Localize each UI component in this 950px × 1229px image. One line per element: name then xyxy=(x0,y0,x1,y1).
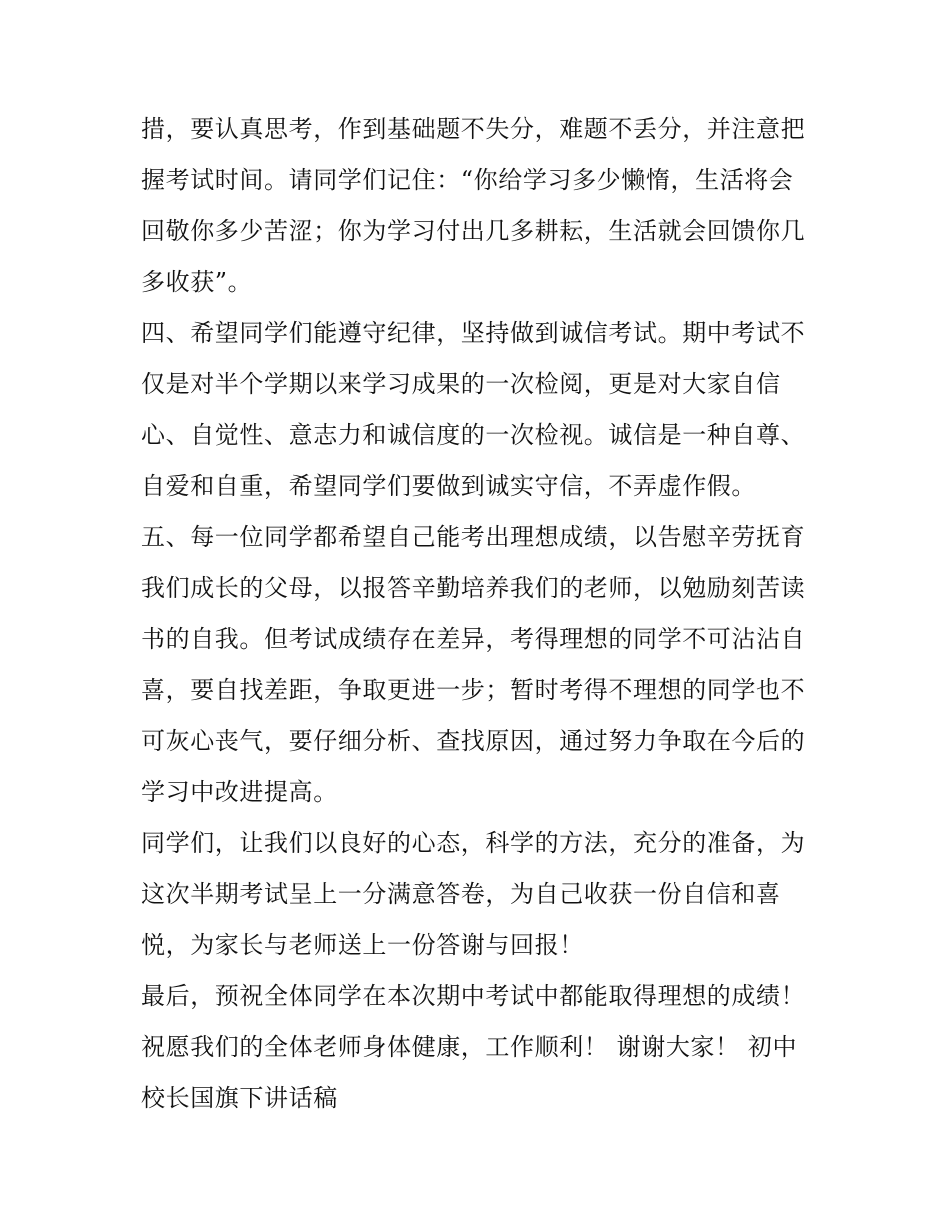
text-line: 同学们，让我们以良好的心态，科学的方法，充分的准备，为 xyxy=(141,829,806,857)
text-line: 学习中改进提高。 xyxy=(141,778,338,806)
text-line: 心、自觉性、意志力和诚信度的一次检视。诚信是一种自尊、 xyxy=(141,421,806,449)
text-line: 我们成长的父母，以报答辛勤培养我们的老师，以勉励刻苦读 xyxy=(141,574,806,602)
text-line: 可灰心丧气，要仔细分析、查找原因，通过努力争取在今后的 xyxy=(141,727,806,755)
text-line: 多收获”。 xyxy=(141,268,253,296)
text-line: 喜，要自找差距，争取更进一步；暂时考得不理想的同学也不 xyxy=(141,676,806,704)
text-line: 悦，为家长与老师送上一份答谢与回报！ xyxy=(141,931,584,959)
text-line: 仅是对半个学期以来学习成果的一次检阅，更是对大家自信 xyxy=(141,370,781,398)
text-line: 校长国旗下讲话稿 xyxy=(141,1084,338,1112)
text-line: 最后，预祝全体同学在本次期中考试中都能取得理想的成绩！ xyxy=(141,982,806,1010)
text-line: 四、希望同学们能遵守纪律，坚持做到诚信考试。期中考试不 xyxy=(141,319,806,347)
text-line: 这次半期考试呈上一分满意答卷，为自己收获一份自信和喜 xyxy=(141,880,781,908)
text-line: 五、每一位同学都希望自己能考出理想成绩，以告慰辛劳抚育 xyxy=(141,523,806,551)
text-line: 措，要认真思考，作到基础题不失分，难题不丢分，并注意把 xyxy=(141,115,806,143)
document-body xyxy=(141,104,821,1124)
text-line: 回敬你多少苦涩；你为学习付出几多耕耘，生活就会回馈你几 xyxy=(141,217,806,245)
text-line: 自爱和自重，希望同学们要做到诚实守信，不弄虚作假。 xyxy=(141,472,756,500)
text-line: 握考试时间。请同学们记住：“你给学习多少懒惰，生活将会 xyxy=(141,166,794,194)
text-line: 书的自我。但考试成绩存在差异，考得理想的同学不可沾沾自 xyxy=(141,625,806,653)
text-line: 祝愿我们的全体老师身体健康，工作顺利！ 谢谢大家！ 初中 xyxy=(141,1033,798,1061)
